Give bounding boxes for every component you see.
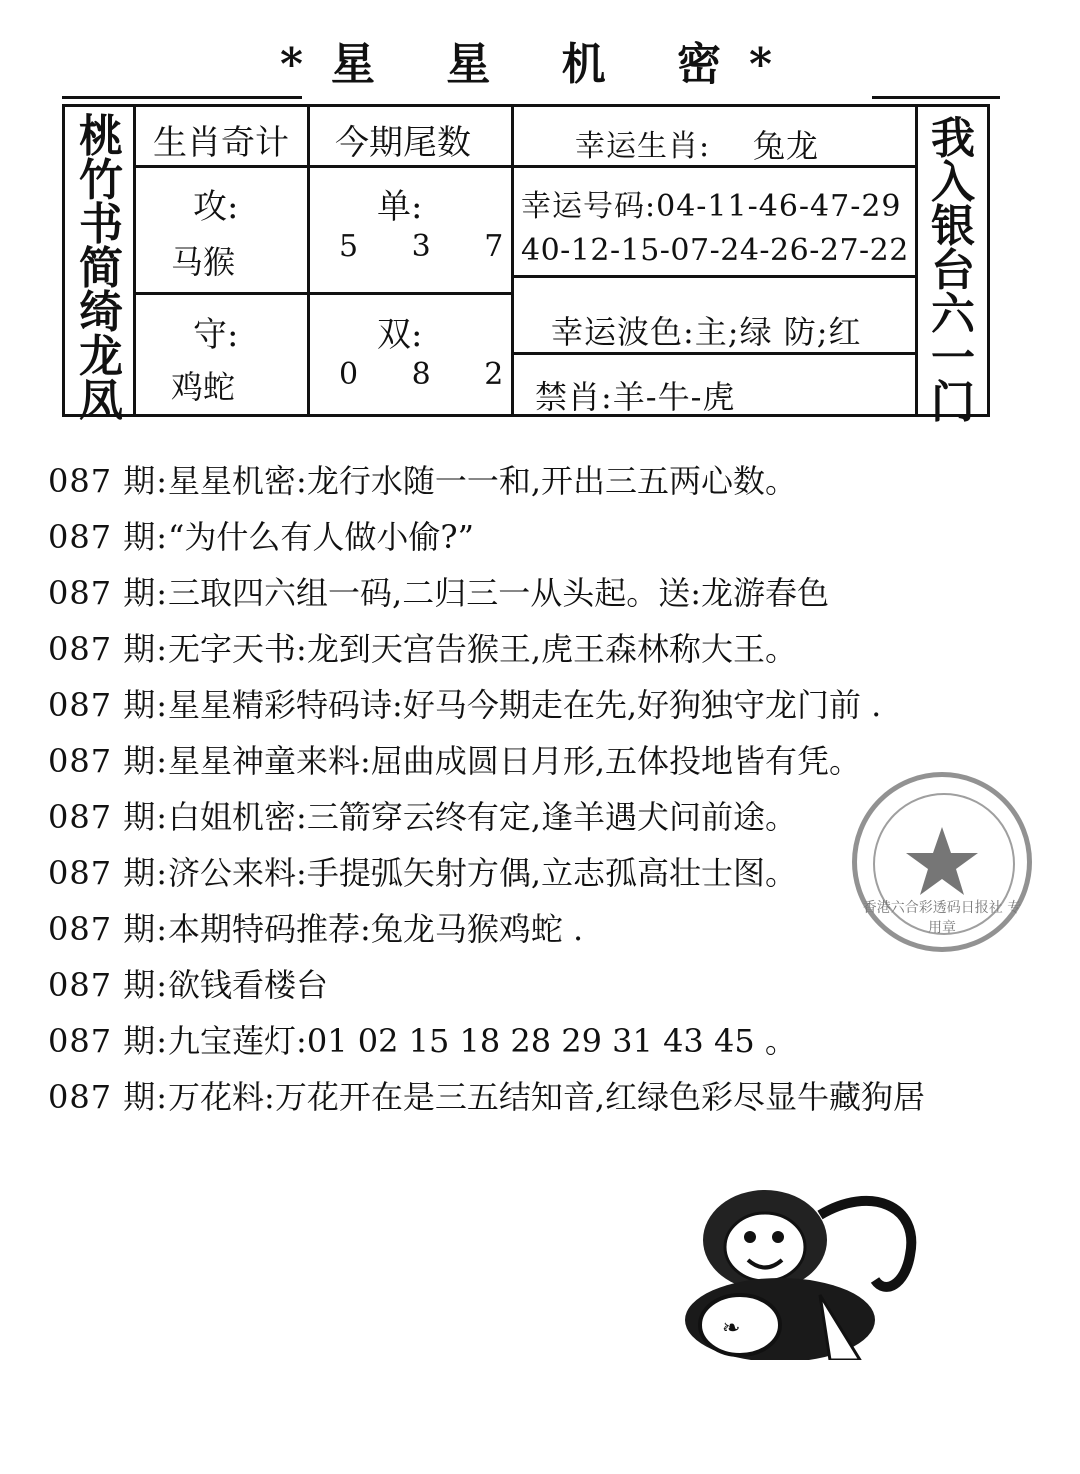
right-vertical-text: 我入银台六一门 bbox=[931, 113, 975, 428]
defend-value: 鸡蛇 bbox=[171, 368, 236, 406]
list-item: 087 期:星星精彩特码诗:好马今期走在先,好狗独守龙门前 . bbox=[48, 686, 882, 724]
list-item: 087 期:三取四六组一码,二归三一从头起。送:龙游春色 bbox=[48, 574, 830, 612]
list-item: 087 期:“为什么有人做小偷?” bbox=[48, 518, 474, 556]
lucky-numbers-row1: 幸运号码:04-11-46-47-29 bbox=[521, 189, 902, 224]
top-rule-left bbox=[62, 96, 302, 99]
info-table bbox=[62, 104, 990, 428]
defend-label: 守: bbox=[193, 315, 239, 355]
list-item: 087 期:九宝莲灯:01 02 15 18 28 29 31 43 45 。 bbox=[48, 1022, 797, 1060]
lucky-zodiac-value: 兔龙 bbox=[753, 127, 820, 165]
list-item: 087 期:星星机密:龙行水随一一和,开出三五两心数。 bbox=[48, 462, 798, 500]
monkey-mascot-icon bbox=[670, 1185, 930, 1360]
lucky-zodiac-label: 幸运生肖: bbox=[575, 129, 711, 164]
list-item: 087 期:白姐机密:三箭穿云终有定,逢羊遇犬问前途。 bbox=[48, 798, 798, 836]
attack-label: 攻: bbox=[193, 187, 239, 227]
seal-text: 香港六合彩透码日报社 专用章 bbox=[862, 900, 1022, 936]
lucky-color: 幸运波色:主;绿 防;红 bbox=[551, 313, 862, 351]
list-item: 087 期:无字天书:龙到天宫告猴王,虎王森林称大王。 bbox=[48, 630, 798, 668]
odd-numbers: 5 3 7 bbox=[339, 229, 526, 264]
top-rule-right bbox=[872, 96, 1000, 99]
list-item: 087 期:本期特码推荐:兔龙马猴鸡蛇 . bbox=[48, 910, 584, 948]
list-item: 087 期:欲钱看楼台 bbox=[48, 966, 329, 1004]
col2-header: 今期尾数 bbox=[335, 123, 471, 163]
svg-text:❧: ❧ bbox=[722, 1316, 741, 1341]
banned-zodiac: 禁肖:羊-牛-虎 bbox=[535, 378, 736, 416]
list-item: 087 期:万花料:万花开在是三五结知音,红绿色彩尽显牛藏狗居 bbox=[48, 1078, 926, 1116]
attack-value: 马猴 bbox=[171, 243, 236, 281]
page-title: *星 星 机 密* bbox=[280, 39, 800, 90]
col1-header: 生肖奇计 bbox=[153, 123, 289, 163]
left-vertical-text: 桃竹书简绮龙凤 bbox=[79, 111, 123, 426]
official-seal bbox=[852, 772, 1032, 952]
even-numbers: 0 8 2 bbox=[339, 357, 526, 392]
odd-label: 单: bbox=[377, 187, 423, 227]
even-label: 双: bbox=[377, 315, 423, 355]
list-item: 087 期:济公来料:手提弧矢射方偶,立志孤高壮士图。 bbox=[48, 854, 798, 892]
list-item: 087 期:星星神童来料:屈曲成圆日月形,五体投地皆有凭。 bbox=[48, 742, 862, 780]
lucky-numbers-row2: 40-12-15-07-24-26-27-22 bbox=[521, 233, 909, 268]
